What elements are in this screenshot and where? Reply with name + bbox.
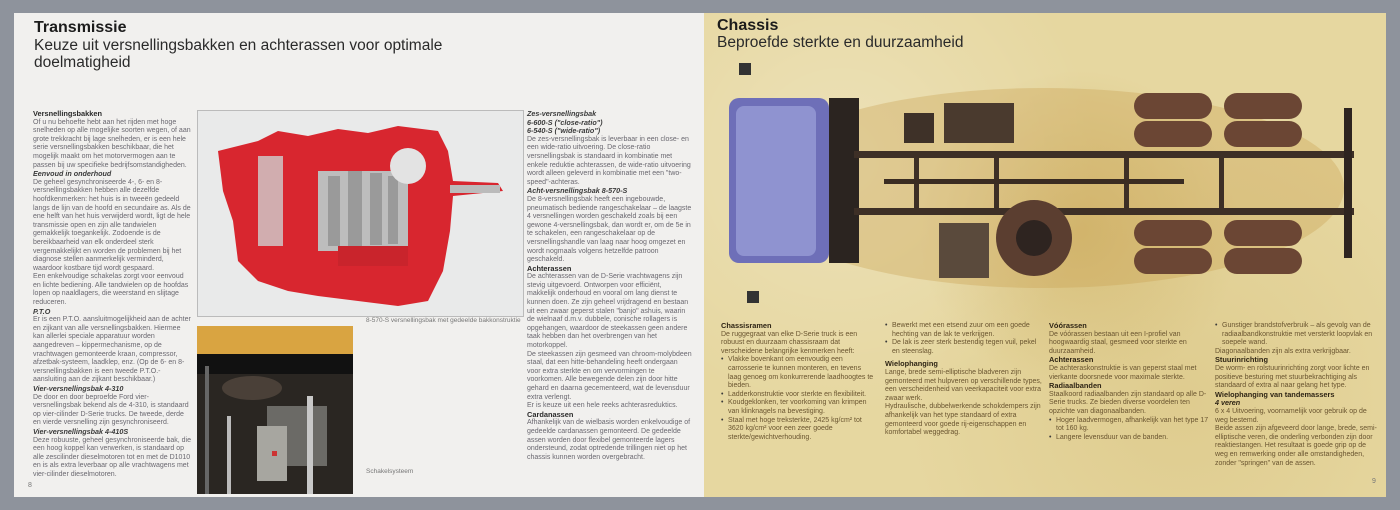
subheading: Acht-versnellingsbak 8-570-S: [527, 186, 628, 196]
shift-system-photo: [197, 326, 353, 494]
page-subtitle: Beproefde sterkte en duurzaamheid: [717, 34, 964, 51]
bullet-list: [721, 356, 876, 442]
gearbox-illustration: [198, 111, 523, 316]
paragraph: Er is keuze uit een hele reeks achterasreduktics.: [527, 402, 678, 410]
right-page: [704, 13, 1386, 497]
subheading: 6-540-S ("wide-ratio"): [527, 126, 601, 136]
paragraph: Lange, brede semi-elliptische bladveren zijn gemonteerd met hulpveren op verschillende types, een verscheidenheid van veerkapaciteit voor extra zwaar werk.: [885, 368, 1042, 402]
subheading: P.T.O: [33, 306, 51, 316]
gearbox-photo: [197, 110, 524, 317]
paragraph: Een enkelvoudige schakelas zorgt voor eenvoud en lichte bediening. Alle tandwielen op de hoofdas lopen op naaldlagers, die weerstand en slijtage reduceren.: [33, 273, 189, 307]
shift-caption: Schakelsysteem: [366, 468, 414, 475]
paragraph: De zes-versnellingsbak is leverbaar in een close- en een wide-ratio uitvoering. De close-ratio versnellingsbak is standaard in kombinatie met enkele reduktie achterassen, de wide-ratio uitvoering wordt alleen geleverd in kombinatie met een "two-speed"-achteras.: [527, 135, 691, 186]
heading: Cardanassen: [527, 409, 574, 419]
heading: Wielophanging: [885, 359, 938, 369]
paragraph: Of u nu behoefte hebt aan het rijden met hoge snelheden op alle mogelijke soorten wegen, of aan grote trekkracht bij lage snelheden, er is een hele serie versnellingsbakken beschikbaar, die het mogelijk maakt om het motorvermogen aan te passen bij uw specifieke bedrijfsomstandigheden.: [33, 118, 191, 169]
page-number: 8: [28, 482, 32, 489]
text-column-2: [527, 110, 692, 462]
gearbox-caption: 8-570-S versnellingsbak met gedeelde bakkonstruktie: [366, 317, 521, 324]
subheading: 4 veren: [1215, 398, 1241, 408]
subheading: Eenvoud in onderhoud: [33, 169, 112, 179]
heading: Vóórassen: [1049, 321, 1087, 330]
paragraph: Staalkoord radiaalbanden zijn standaard op alle D-Serie trucks. Ze bieden diverse voordelen ten opzichte van diagonaalbanden.: [1049, 390, 1207, 415]
bullet-item: • Bewerkt met een etsend zuur om een goede hechting van de lak te verkrijgen.: [892, 322, 1045, 339]
bullet-item: • Hoger laadvermogen, afhankelijk van het type 17 tot 160 kg.: [1056, 417, 1214, 434]
paragraph: De achteraskonstruktie is van geperst staal met vierkante doorsnede voor maximale sterkte.: [1049, 364, 1197, 381]
bullet-item: • Vlakke bovenkant om eenvoudig een carrosserie te kunnen monteren, en tevens laag genoeg om konkurrerende laadhoogtes te bieden.: [728, 356, 876, 390]
bullet-list: [885, 322, 1045, 356]
page-title: Transmissie: [34, 19, 127, 36]
text-column-chassisramen: [721, 322, 876, 442]
subheading: Vier-versnellingsbak 4-410S: [33, 426, 129, 436]
paragraph: De door en door beproefde Ford vier-versnellingsbak bekend als de 4-310, is standaard op vier-cilinder D-Serie trucks. De tweede, derde en vierde versnelling zijn gesynchroniseerd.: [33, 393, 189, 427]
subheading: Vier-versnellingsbak 4-310: [33, 384, 124, 393]
page-subtitle: Keuze uit versnellingsbakken en achterassen voor optimale doelmatigheid: [34, 37, 443, 71]
paragraph: Beide assen zijn afgeveerd door lange, brede, semi-elliptische veren, die onderling verbonden zijn door reaktiestangen. Het resultaat is goede grip op de weg en remwerking onder alle omstandigheden, zonder "springen" van de assen.: [1215, 425, 1377, 467]
bullet-list: [1049, 417, 1214, 443]
heading: Radiaalbanden: [1049, 381, 1102, 391]
paragraph: Hydraulische, dubbelwerkende schokdempers zijn afhankelijk van het type standaard of extra gemonteerd voor goede rij-eigenschappen en komfortabel weggedrag.: [885, 403, 1041, 437]
bullet-item: • De lak is zeer sterk bestendig tegen vuil, pekel en steenslag.: [892, 339, 1045, 356]
paragraph: De steekassen zijn gesmeed van chroom-molybdeen staal, dat een hitte-behandeling heeft ondergaan voor extra sterkte en om vervormingen te voorkomen. Alle bewegende delen zijn door hitte gehard en daarna gecementeerd, wat de levensduur extra verlengt.: [527, 350, 692, 401]
text-column-1: [33, 110, 193, 480]
bullet-item: • Langere levensduur van de banden.: [1056, 434, 1214, 443]
paragraph: 6 x 4 Uitvoering, voornamelijk voor gebruik op de weg bestemd.: [1215, 407, 1367, 424]
heading: Achterassen: [527, 263, 572, 273]
paragraph: De geheel gesynchroniseerde 4-, 6- en 8-versnellingsbakken hebben alle dezelfde hoofdkenmerken: het huis is in tweeën gedeeld langs de lijn van de hoofd en secundaire as. Als de ene helft van het huis verwijderd wordt, ligt de hele transmissie open en zijn alle tandwielen gemakkelijk toegankelijk. Zodoende is de bereikbaarheid van elk onderdeel sterk vergemakkelijkt en worden de problemen bij het diagnose stellen aanmerkelijk verminderd, waardoor kostbare tijd wordt gespaard.: [33, 178, 191, 272]
shift-system-illustration: [197, 326, 353, 494]
heading: Chassisramen: [721, 321, 772, 330]
text-column-assen: [1049, 322, 1214, 442]
paragraph: De 8-versnellingsbak heeft een ingebouwde, pneumatisch bediende rangeschakelaar – de laagste 4 versnellingen worden geschakeld zoals bij een gewone 4-versnellingsbak, dan wordt er, om de 5e in te schakelen, een rangeschakelaar op de versnellingshandle van laag naar hoog omgezet en wordt nogmaals volgens hetzelfde patroon geschakeld.: [527, 195, 692, 264]
paragraph: De ruggegraat van elke D-Serie truck is een robuust en duurzaam chassisraam dat verscheidene belangrijke kenmerken heeft:: [721, 330, 858, 355]
text-column-wielophanging: [885, 322, 1045, 438]
heading: Achterassen: [1049, 355, 1094, 365]
subheading: 6-600-S ("close-ratio"): [527, 117, 603, 127]
chassis-illustration: [714, 58, 1374, 313]
bullet-item: • Ladderkonstruktie voor sterkte en flexibiliteit.: [728, 391, 876, 400]
paragraph: Diagonaalbanden zijn als extra verkrijgbaar.: [1215, 347, 1351, 355]
text-column-stuurinrichting: [1215, 322, 1380, 468]
bullet-item: • Koudgeklonken, ter voorkoming van krimpen van klinknagels na bevestiging.: [728, 399, 876, 416]
bullet-item: • Staal met hoge treksterkte, 2425 kg/cm² tot 3620 kg/cm² voor een zeer goede sterkte/gewichtverhouding.: [728, 417, 876, 443]
left-page: [14, 13, 704, 497]
paragraph: De achterassen van de D-Serie vrachtwagens zijn stevig uitgevoerd. Ontworpen voor efficiënt, makkelijk onderhoud en vooral om lang dienst te kunnen doen. Ze zijn geheel vrijdragend en bestaan uit een zwaar geperst stalen "banjo" ashuis, waarin de wielnaaf d.m.v. dubbele, conische rollagers is opgehangen, waardoor de steekassen geen andere taak hebben dan het overbrengen van het motorkoppel.: [527, 273, 689, 350]
paragraph: Afhankelijk van de wielbasis worden enkelvoudige of gedeelde cardanassen gemonteerd. De gedeelde assen worden door flexibel gemonteerde lagers ondersteund, zodat optredende trillingen niet op het chassis kunnen worden overgebracht.: [527, 419, 691, 461]
subheading: Zes-versnellingsbak: [527, 109, 597, 118]
bullet-list: [1215, 322, 1380, 348]
bullet-item: • Gunstiger brandstofverbruik – als gevolg van de radiaalbandkonstruktie met versterkt loopvlak en soepele wand.: [1222, 322, 1380, 348]
paragraph: De vóórassen bestaan uit een I-profiel van hoogwaardig staal, gesmeed voor sterkte en duurzaamheid.: [1049, 330, 1187, 355]
page-number: 9: [1372, 478, 1376, 485]
heading: Stuurinrichting: [1215, 355, 1268, 365]
paragraph: Deze robuuste, geheel gesynchroniseerde bak, die een hoog koppel kan verwerken, is standaard op alle zescilinder dieselmotoren tot en met de D1010 en is als extra leverbaar op alle vrachtwagens met vier-cilinder dieselmotoren.: [33, 436, 191, 478]
heading: Wielophanging van tandemassers: [1215, 389, 1335, 399]
paragraph: De worm- en rolstuurinrichting zorgt voor lichte en positieve besturing met stuurbekrachtiging als standaard of extra al naar gelang het type.: [1215, 364, 1370, 390]
page-title: Chassis: [717, 17, 779, 34]
heading: Versnellingsbakken: [33, 109, 103, 118]
paragraph: Er is een P.T.O. aansluitmogelijkheid aan de achter en zijkant van alle versnellingsbakken. Hiermee kan allerlei speciale apparatuur worden aangedreven – kippermechanisme, op de vrachtwagen gemonteerde kraan, compressor, afzetbak-systeem, laadklep, enz. (Op de 6- en 8-versnellingsbakken is een tweede P.T.O.-aansluiting aan de zijkant beschikbaar.): [33, 316, 191, 384]
